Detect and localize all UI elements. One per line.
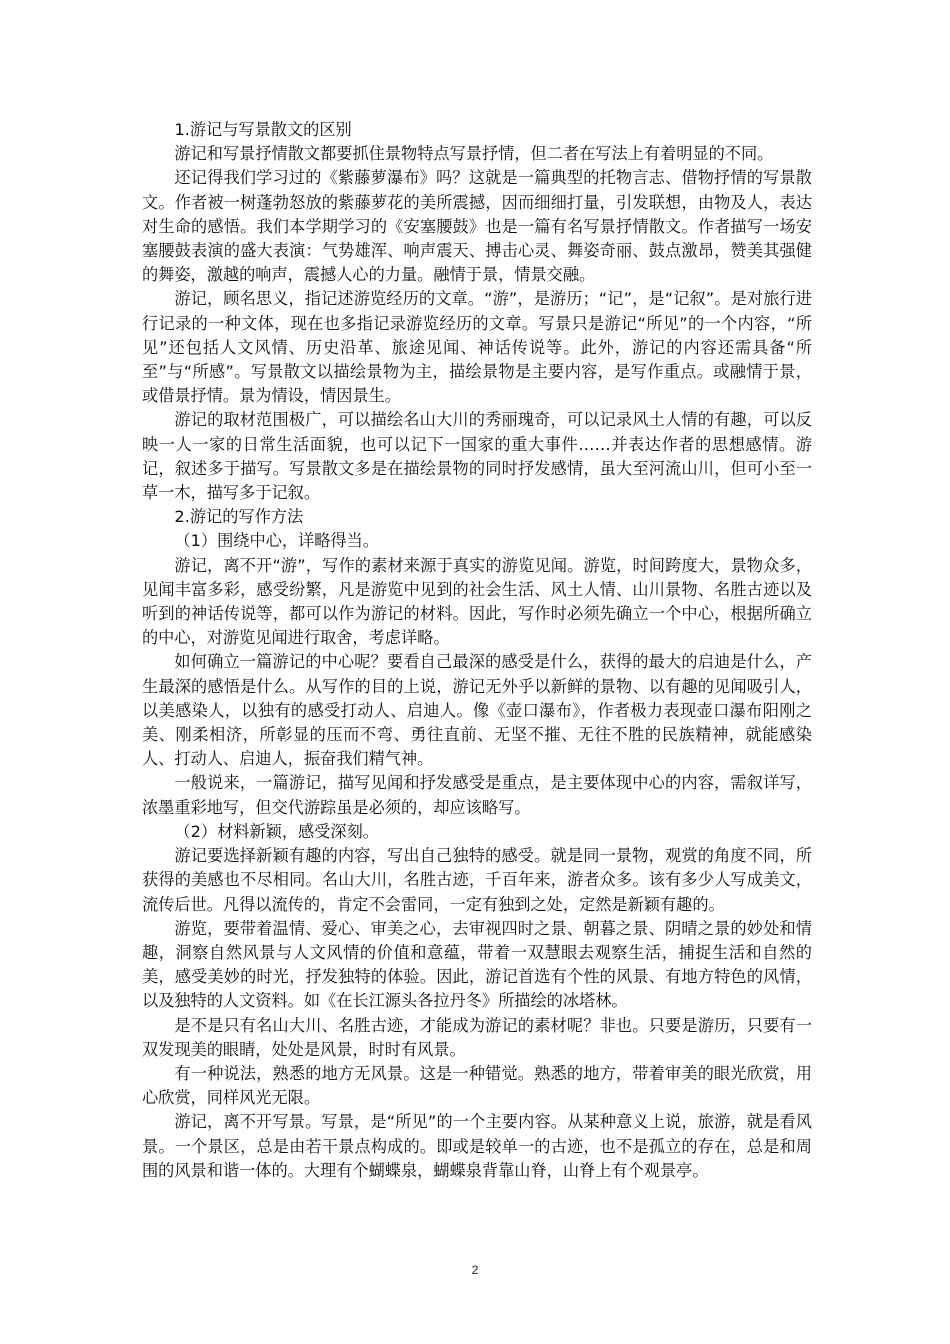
body-paragraph: 游记，离不开“游”，写作的素材来源于真实的游览见闻。游览，时间跨度大，景物众多，见闻丰富多彩，感受纷繁，凡是游览中见到的社会生活、风土人情、山川景物、名胜古迹以及听到的神话传说等，都可以作为游记的材料。因此，写作时必须先确立一个中心，根据所确立的中心，对游览见闻进行取舍，考虑详略。: [142, 555, 812, 648]
body-paragraph: 有一种说法，熟悉的地方无风景。这是一种错觉。熟悉的地方，带着审美的眼光欣赏，用心欣赏，同样风光无限。: [142, 1063, 812, 1108]
body-paragraph: 游览，要带着温情、爱心、审美之心，去审视四时之景、朝暮之景、阴晴之景的妙处和情趣，洞察自然风景与人文风情的价值和意蕴，带着一双慧眼去观察生活，捕捉生活和自然的美，感受美妙的时光，抒发独特的体验。因此，游记首选有个性的风景、有地方特色的风情，以及独特的人文资料。如《在长江源头各拉丹冬》所描绘的冰塔林。: [142, 918, 812, 1011]
section-heading-1: 1.游记与写景散文的区别: [174, 120, 352, 139]
body-paragraph: 游记，离不开写景。写景，是“所见”的一个主要内容。从某种意义上说，旅游，就是看风景。一个景区，总是由若干景点构成的。即或是较单一的古迹，也不是孤立的存在，总是和周围的风景和谐一体的。大理有个蝴蝶泉，蝴蝶泉背靠山脊，山脊上有个观景亭。: [142, 1112, 812, 1180]
body-paragraph: 如何确立一篇游记的中心呢？要看自己最深的感受是什么，获得的最大的启迪是什么，产生最深的感悟是什么。从写作的目的上说，游记无外乎以新鲜的景物、以有趣的见闻吸引人，以美感染人，以独有的感受打动人、启迪人。像《壶口瀑布》，作者极力表现壶口瀑布阳刚之美、刚柔相济，所彰显的压而不弯、勇往直前、无坚不摧、无往不胜的民族精神，就能感染人、打动人、启迪人，振奋我们精气神。: [142, 652, 812, 769]
body-paragraph: 游记的取材范围极广，可以描绘名山大川的秀丽瑰奇，可以记录风土人情的有趣，可以反映一人一家的日常生活面貌，也可以记下一国家的重大事件……并表达作者的思想感情。游记，叙述多于描写。写景散文多是在描绘景物的同时抒发感情，虽大至河流山川，但可小至一草一木，描写多于记叙。: [142, 410, 812, 503]
page-number: 2: [471, 1263, 479, 1277]
section-heading-2: 2.游记的写作方法: [174, 507, 304, 527]
subheading-1: （1）围绕中心，详略得当。: [174, 531, 379, 551]
body-paragraph: 是不是只有名山大川、名胜古迹，才能成为游记的素材呢？非也。只要是游历，只要有一双发现美的眼睛，处处是风景，时时有风景。: [142, 1015, 812, 1059]
body-paragraph: 一般说来，一篇游记，描写见闻和抒发感受是重点，是主要体现中心的内容，需叙详写，浓墨重彩地写，但交代游踪虽是必须的，却应该略写。: [142, 773, 812, 817]
body-paragraph: 游记要选择新颖有趣的内容，写出自己独特的感受。就是同一景物，观赏的角度不同，所获得的美感也不尽相同。名山大川，名胜古迹，千百年来，游者众多。该有多少人写成美文，流传后世。凡得以流传的，肯定不会雷同，一定有独到之处，定然是新颖有趣的。: [142, 846, 812, 914]
body-paragraph: 游记，顾名思义，指记述游览经历的文章。“游”，是游历；“记”，是“记叙”。是对旅行进行记录的一种文体，现在也多指记录游览经历的文章。写景只是游记“所见”的一个内容，“所见”还包括人文风情、历史沿革、旅途见闻、神话传说等。此外，游记的内容还需具备“所至”与“所感”。写景散文以描绘景物为主，描绘景物是主要内容，是写作重点。或融情于景，或借景抒情。景为情设，情因景生。: [142, 289, 812, 406]
document-body: [142, 118, 812, 1183]
subheading-2: （2）材料新颖，感受深刻。: [174, 821, 379, 841]
body-paragraph: 游记和写景抒情散文都要抓住景物特点写景抒情，但二者在写法上有着明显的不同。: [174, 144, 774, 164]
body-paragraph: 还记得我们学习过的《紫藤萝瀑布》吗？这就是一篇典型的托物言志、借物抒情的写景散文。作者被一树蓬勃怒放的紫藤萝花的美所震撼，因而细细打量，引发联想，由物及人，表达对生命的感悟。我们本学期学习的《安塞腰鼓》也是一篇有名写景抒情散文。作者描写一场安塞腰鼓表演的盛大表演：气势雄浑、响声震天、搏击心灵、舞姿奇丽、鼓点激昂，赞美其强健的舞姿，激越的响声，震撼人心的力量。融情于景，情景交融。: [142, 168, 812, 285]
